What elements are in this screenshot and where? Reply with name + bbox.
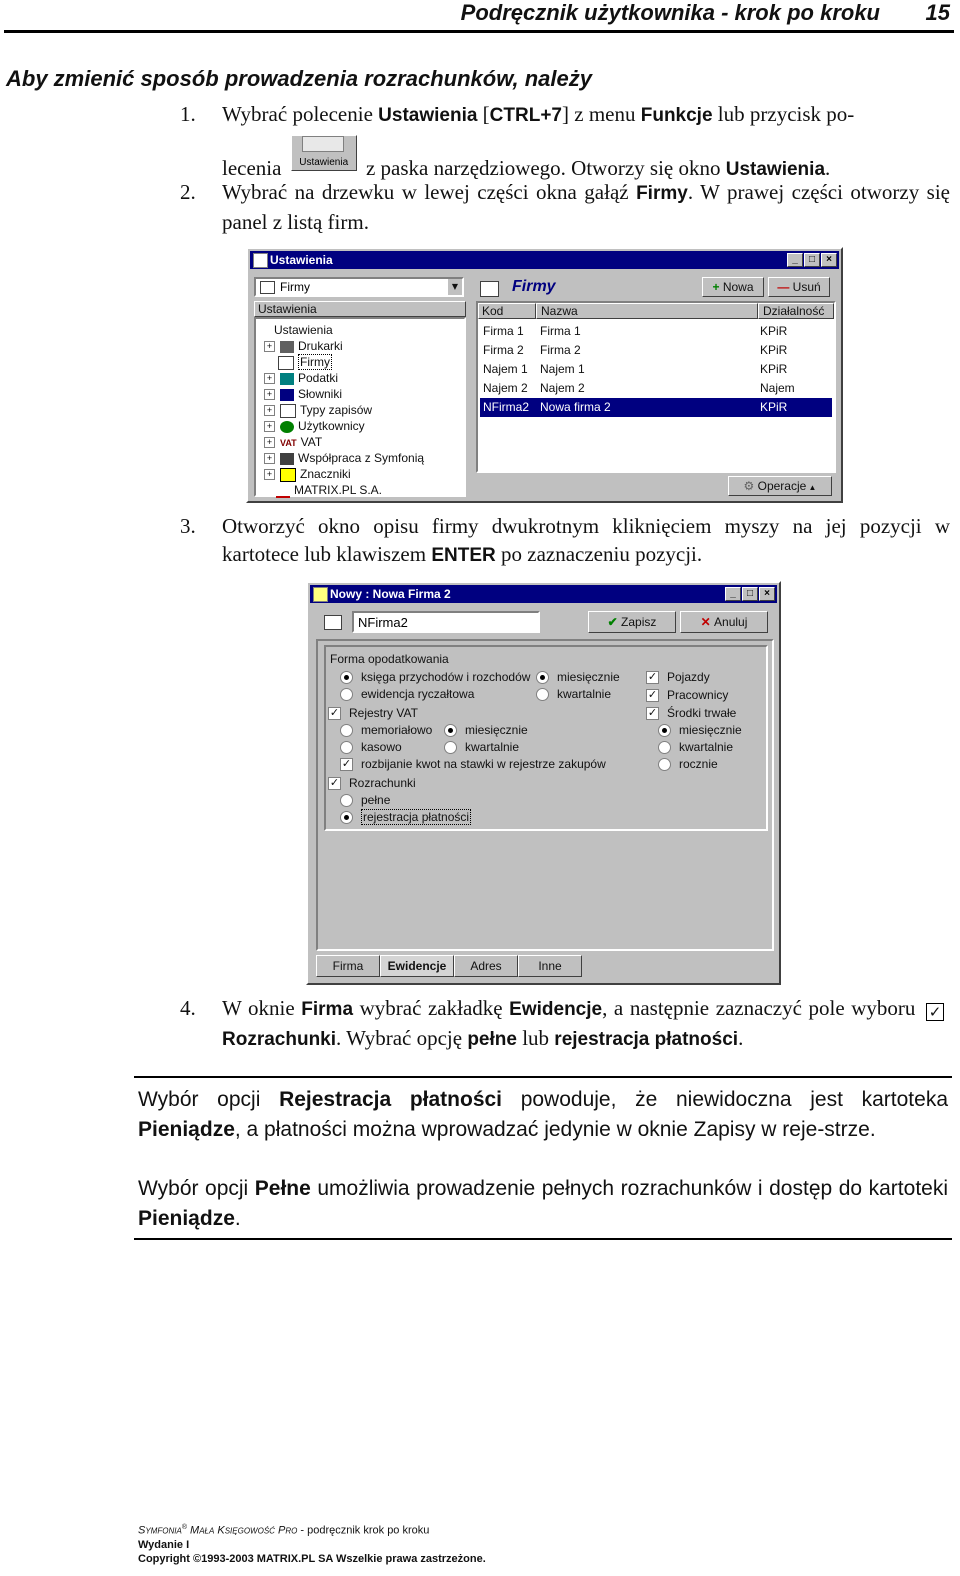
tree-item-znaczniki[interactable]	[264, 466, 351, 482]
radio-monthly[interactable]	[536, 669, 620, 685]
tab-firma[interactable]: Firma	[316, 955, 380, 977]
bold-term: rejestracja płatności	[554, 1029, 739, 1050]
bold-term: Ustawienia	[378, 105, 478, 126]
tree-label: Współpraca z Symfonią	[298, 451, 425, 465]
tab-adres[interactable]: Adres	[454, 955, 518, 977]
radio-quarterly[interactable]	[536, 686, 611, 702]
checkbox-icon: ✓	[926, 1003, 944, 1021]
tree-item-podatki[interactable]	[264, 370, 338, 386]
note-paragraph-1	[138, 1085, 948, 1145]
radio-icon	[444, 741, 457, 754]
step-text	[222, 100, 950, 130]
vat-icon: VAT	[280, 438, 297, 448]
document-icon	[280, 404, 296, 418]
button-label: Anuluj	[714, 615, 748, 629]
radio-icon	[340, 741, 353, 754]
checkbox-icon: ✓	[647, 670, 658, 684]
text: po zaznaczeniu pozycji.	[495, 542, 703, 566]
field-value: NFirma2	[358, 615, 408, 630]
running-header-title: Podręcznik użytkownika - krok po kroku	[460, 0, 880, 25]
expand-icon[interactable]: +	[264, 453, 275, 464]
maximize-icon[interactable]: □	[804, 253, 820, 267]
tree-item-drukarki[interactable]	[264, 338, 343, 354]
expand-icon[interactable]: +	[264, 341, 275, 352]
check-vat[interactable]	[328, 705, 418, 721]
users-icon	[280, 421, 294, 433]
note-paragraph-2	[138, 1174, 948, 1234]
checkbox-icon: ✓	[341, 757, 352, 771]
note-top-rule	[134, 1076, 952, 1078]
button-label: Nowa	[722, 280, 754, 294]
option-label: pełne	[361, 793, 391, 807]
step-text	[222, 512, 950, 570]
calculator-icon	[280, 373, 294, 385]
close-icon[interactable]: ×	[759, 587, 775, 601]
tree-label: Drukarki	[298, 339, 343, 353]
option-label: kasowo	[361, 740, 402, 754]
text: Mała Księgowość Pro	[186, 1524, 298, 1537]
option-label: Rozrachunki	[349, 776, 416, 790]
tab-inne[interactable]: Inne	[518, 955, 582, 977]
table-row[interactable]	[480, 379, 832, 398]
radio-icon	[536, 671, 549, 684]
expand-icon[interactable]: +	[264, 405, 275, 416]
window-title: Nowy : Nowa Firma 2	[330, 587, 451, 601]
step-number: 3.	[180, 514, 196, 538]
text: Wybór opcji	[138, 1088, 280, 1111]
radio-kpir[interactable]	[340, 669, 530, 685]
page-number: 15	[925, 0, 950, 25]
radio-memorial[interactable]	[340, 722, 432, 738]
tree-label: Firmy	[300, 355, 330, 369]
tree-item-wspolpraca[interactable]	[264, 450, 424, 466]
tree-item-typy-zapisow[interactable]	[264, 402, 372, 418]
tree-label: Znaczniki	[300, 467, 351, 481]
check-employees[interactable]	[646, 687, 728, 703]
chevron-up-icon: ▲	[806, 483, 817, 492]
panel-title: Firmy	[512, 278, 556, 295]
option-label: miesięcznie	[557, 670, 620, 684]
table-row[interactable]	[480, 360, 832, 379]
maximize-icon[interactable]: □	[742, 587, 758, 601]
column-header[interactable]: Działalność	[758, 303, 834, 319]
tree-item-firmy[interactable]	[278, 354, 332, 370]
tree-item-uzytkownicy[interactable]	[264, 418, 365, 434]
column-header[interactable]: Nazwa	[536, 303, 758, 319]
column-header[interactable]: Kod	[478, 303, 536, 319]
text: ®	[181, 1524, 187, 1531]
option-label: rocznie	[679, 757, 718, 771]
check-vehicles[interactable]	[646, 669, 710, 685]
tab-content	[316, 639, 774, 951]
check-assets[interactable]	[646, 705, 736, 721]
button-label: Ustawienia	[299, 157, 349, 168]
text: Wybrać polecenie	[222, 102, 379, 126]
tab-ewidencje[interactable]: Ewidencje	[380, 955, 454, 977]
expand-icon[interactable]: +	[264, 389, 275, 400]
option-label: Rejestry VAT	[349, 706, 418, 720]
checkbox-icon: ✓	[647, 688, 658, 702]
radio-icon	[658, 758, 671, 771]
title-bar	[250, 251, 839, 269]
step-number: 4.	[180, 996, 196, 1020]
bold-term: Funkcje	[640, 105, 713, 126]
tree-label: MATRIX.PL S.A.	[294, 483, 383, 497]
taxation-group	[324, 645, 768, 831]
option-label: ewidencja ryczałtowa	[361, 687, 475, 701]
tree-label: Słowniki	[298, 387, 343, 401]
close-icon[interactable]: ×	[821, 253, 837, 267]
option-label: księga przychodów i rozchodów	[361, 670, 531, 684]
radio-icon	[658, 741, 671, 754]
footer-copyright: Copyright ©1993-2003 MATRIX.PL SA Wszelkie prawa zastrzeżone.	[138, 1553, 486, 1565]
window-icon	[313, 587, 328, 602]
cell: Najem 2	[483, 381, 528, 395]
window-icon	[253, 253, 268, 268]
text: . Wybrać opcję	[336, 1026, 468, 1050]
code-field[interactable]	[352, 611, 540, 633]
tree-label: Typy zapisów	[300, 403, 373, 417]
footer-product	[138, 1524, 429, 1537]
radio-assets-monthly[interactable]	[658, 722, 742, 738]
text: powoduje, że niewidoczna jest kartoteka	[502, 1088, 948, 1111]
minus-icon: —	[777, 280, 793, 294]
minimize-icon[interactable]: _	[787, 253, 803, 267]
cell: Najem	[760, 381, 795, 395]
firms-toolbar	[476, 277, 836, 299]
list-icon	[278, 356, 294, 370]
button-label: Usuń	[792, 280, 821, 294]
step-text	[222, 994, 950, 1054]
cell: Nowa firma 2	[540, 400, 611, 414]
toolbar-button-image	[291, 135, 357, 171]
bold-term: pełne	[467, 1029, 517, 1050]
text: [	[477, 102, 490, 126]
text: lecenia	[222, 156, 287, 180]
cancel-button[interactable]	[680, 611, 768, 633]
step-number: 2.	[180, 180, 196, 204]
footer-edition: Wydanie I	[138, 1539, 190, 1551]
text: Otworzyć okno opisu firmy dwukrotnym kliknięciem myszy na jej pozycji w kartotece lub klawiszem	[222, 514, 950, 566]
bold-term: Pełne	[254, 1177, 311, 1200]
expand-icon[interactable]: +	[264, 421, 275, 432]
minimize-icon[interactable]: _	[725, 587, 741, 601]
save-button[interactable]	[588, 611, 676, 633]
radio-vat-quarterly[interactable]	[444, 739, 519, 755]
radio-icon	[340, 794, 353, 807]
settings-window	[246, 247, 843, 503]
bold-term: Firmy	[636, 183, 688, 204]
close-x-icon: ✕	[700, 615, 715, 629]
option-label: memoriałowo	[361, 723, 433, 737]
cell: KPiR	[760, 324, 788, 338]
option-label: rozbijanie kwot na stawki w rejestrze zakupów	[361, 757, 606, 771]
cell: Firma 2	[483, 343, 524, 357]
text: z paska narzędziowego. Otworzy się okno	[360, 156, 726, 180]
check-settlements[interactable]	[328, 775, 416, 791]
text: .	[234, 1207, 241, 1230]
handshake-icon	[280, 453, 294, 465]
grid-header	[478, 303, 834, 319]
tree-label: Ustawienia	[274, 323, 333, 337]
title-bar	[310, 585, 777, 603]
bold-term: Ewidencje	[509, 999, 603, 1020]
tree-label: VAT	[300, 435, 323, 449]
radio-cash[interactable]	[340, 739, 402, 755]
option-label: Pracownicy	[667, 688, 729, 702]
option-label: kwartalnie	[679, 740, 734, 754]
expand-icon[interactable]: +	[264, 373, 275, 384]
tree-item-vat[interactable]	[264, 434, 322, 450]
branch-combo[interactable]	[254, 277, 464, 297]
firm-window	[306, 581, 781, 985]
header-rule	[4, 30, 954, 33]
gear-icon: ⚙	[743, 479, 758, 493]
window-title: Ustawienia	[270, 253, 333, 267]
radio-icon	[658, 724, 671, 737]
matrix-logo-icon	[276, 484, 290, 498]
bold-term: Firma	[301, 999, 354, 1020]
marker-icon	[280, 468, 296, 482]
button-label: Zapisz	[621, 615, 657, 629]
cell: Najem 1	[483, 362, 528, 376]
radio-payment-registration[interactable]	[340, 809, 471, 825]
radio-assets-yearly[interactable]	[658, 756, 718, 772]
cell: Najem 2	[540, 381, 585, 395]
combo-value: Firmy	[280, 280, 310, 294]
bold-term: Pieniądze	[138, 1118, 235, 1141]
cell: KPiR	[760, 343, 788, 357]
checkbox-icon: ✓	[329, 776, 340, 790]
list-icon	[260, 281, 275, 294]
cell: Najem 1	[540, 362, 585, 376]
firms-grid	[476, 301, 836, 473]
text: Wybrać na drzewku w lewej części okna gałąź	[222, 180, 637, 204]
table-row[interactable]	[480, 322, 832, 341]
cell: Firma 1	[483, 324, 524, 338]
table-row-selected[interactable]	[480, 398, 832, 417]
bold-term: Pieniądze	[138, 1207, 235, 1230]
option-label: kwartalnie	[465, 740, 520, 754]
cell: Firma 2	[540, 343, 581, 357]
tree-header: Ustawienia	[254, 301, 466, 317]
section-intro: Aby zmienić sposób prowadzenia rozrachunków, należy	[6, 66, 592, 91]
text: Wybór opcji	[138, 1177, 255, 1200]
text: .	[825, 156, 831, 180]
radio-assets-quarterly[interactable]	[658, 739, 733, 755]
text: umożliwia prowadzenie pełnych rozrachunków i dostęp do kartoteki	[310, 1177, 948, 1200]
text: , a płatności można wprowadzać jedynie w oknie Zapisy w reje-strze.	[234, 1118, 876, 1141]
text: - podręcznik krok po kroku	[297, 1524, 430, 1537]
radio-vat-monthly[interactable]	[444, 722, 528, 738]
checkbox-icon: ✓	[329, 706, 340, 720]
radio-full[interactable]	[340, 792, 390, 808]
cell: Firma 1	[540, 324, 581, 338]
text: wybrać zakładkę	[353, 996, 510, 1020]
step-number: 1.	[180, 102, 196, 126]
tree-item-slowniki[interactable]	[264, 386, 342, 402]
text: , a następnie zaznaczyć pole wyboru	[602, 996, 922, 1020]
tab-strip	[316, 955, 776, 977]
text: .	[738, 1026, 744, 1050]
option-label: Pojazdy	[667, 670, 710, 684]
book-icon	[280, 389, 294, 401]
settings-icon	[302, 136, 344, 152]
key-name: ENTER	[431, 545, 496, 566]
option-label: miesięcznie	[679, 723, 742, 737]
list-icon	[480, 281, 499, 297]
cell: KPiR	[760, 400, 788, 414]
tree-item-matrix[interactable]	[276, 482, 382, 498]
text: W oknie	[222, 996, 302, 1020]
chevron-down-icon[interactable]: ▼	[447, 279, 462, 295]
radio-icon	[340, 811, 353, 824]
text: Symfonia	[138, 1524, 182, 1537]
cell: NFirma2	[483, 400, 530, 414]
radio-icon	[340, 688, 353, 701]
checkmark-icon: ✔	[607, 615, 622, 629]
printer-icon	[280, 341, 294, 353]
cell: KPiR	[760, 362, 788, 376]
group-title: Forma opodatkowania	[330, 652, 449, 666]
text: . W prawej części otworzy się panel z listą firm.	[222, 180, 950, 234]
option-label: kwartalnie	[557, 687, 612, 701]
settings-tree	[254, 317, 466, 497]
tree-item-ustawienia[interactable]	[274, 322, 333, 338]
radio-ryczalt[interactable]	[340, 686, 474, 702]
radio-icon	[444, 724, 457, 737]
text: lub przycisk po-	[712, 102, 855, 126]
shortcut-key: CTRL+7	[489, 105, 562, 126]
operations-button[interactable]	[728, 476, 832, 496]
radio-icon	[340, 724, 353, 737]
bold-term: Rozrachunki	[222, 1029, 337, 1050]
step-text	[222, 178, 950, 236]
bold-term: Rejestracja płatności	[279, 1088, 503, 1111]
option-label: rejestracja płatności	[363, 810, 470, 824]
text: ] z menu	[562, 102, 641, 126]
expand-icon[interactable]: +	[264, 437, 275, 448]
radio-icon	[340, 671, 353, 684]
tree-label: Użytkownicy	[298, 419, 365, 433]
bold-term: Ustawienia	[725, 159, 826, 180]
radio-icon	[536, 688, 549, 701]
button-label: Operacje	[757, 479, 807, 493]
option-label: Środki trwałe	[667, 706, 737, 720]
list-icon	[324, 615, 342, 630]
checkbox-icon: ✓	[647, 706, 658, 720]
check-split-rates[interactable]	[340, 756, 606, 772]
option-label: miesięcznie	[465, 723, 528, 737]
table-row[interactable]	[480, 341, 832, 360]
expand-icon[interactable]: +	[264, 469, 275, 480]
plus-icon: +	[712, 280, 723, 294]
delete-button[interactable]	[768, 277, 830, 297]
tree-label: Podatki	[298, 371, 339, 385]
new-button[interactable]	[702, 277, 764, 297]
text: lub	[516, 1026, 555, 1050]
note-bottom-rule	[134, 1238, 952, 1240]
